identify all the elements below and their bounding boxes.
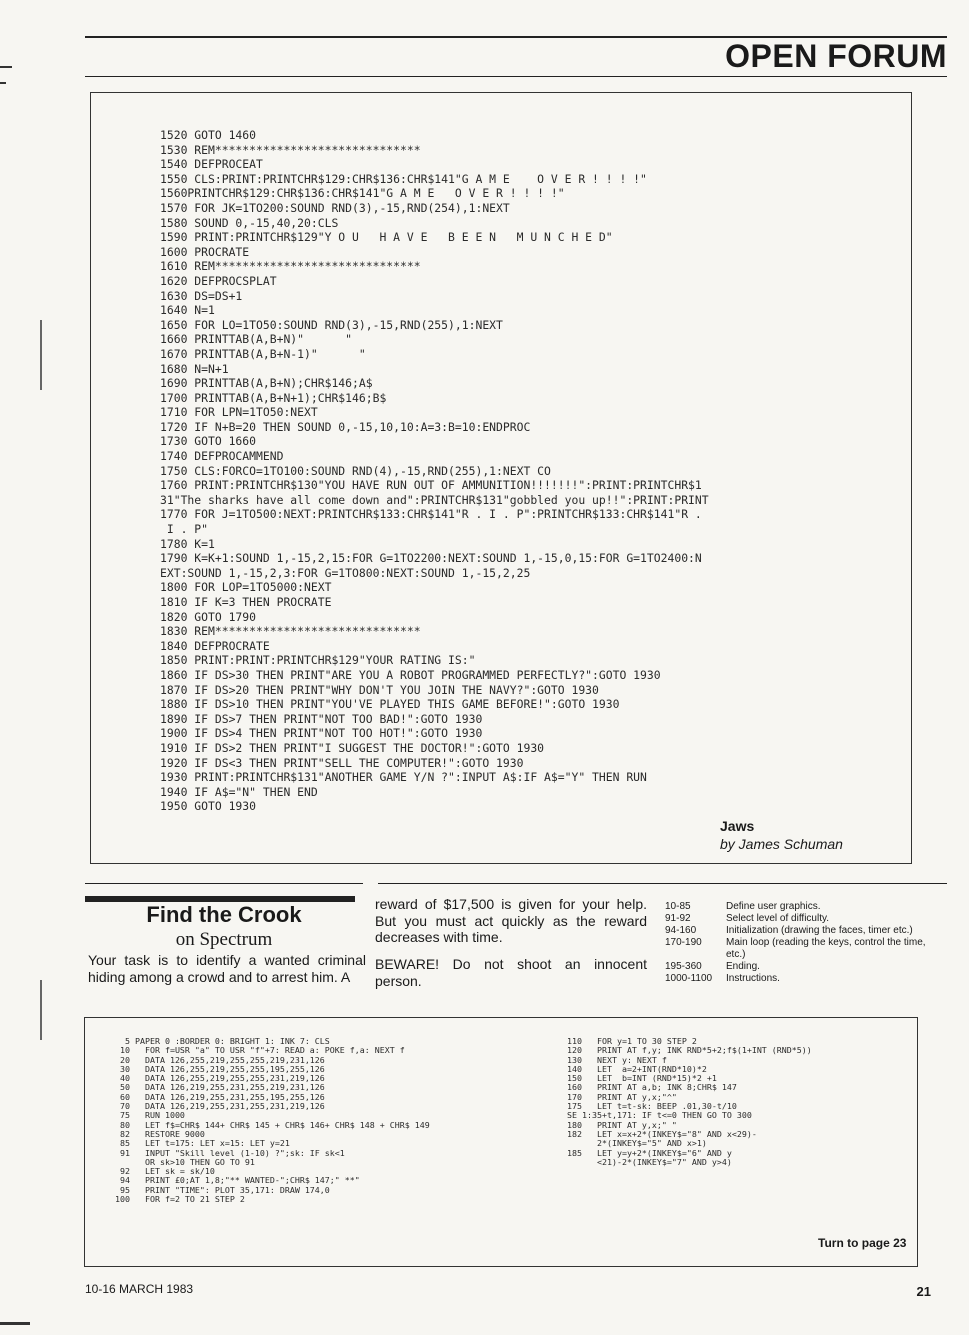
legend-description: Instructions. [726, 973, 780, 984]
code-line: 1560PRINTCHR$129:CHR$136:CHR$141"G A M E O V E R ! ! ! !" [160, 186, 565, 201]
code-line: 1870 IF DS>20 THEN PRINT"WHY DON'T YOU JOIN THE NAVY?":GOTO 1930 [160, 682, 599, 697]
code-line: 1910 IF DS>2 THEN PRINT"I SUGGEST THE DOCTOR!":GOTO 1930 [160, 740, 545, 755]
code-line: 75 RUN 1000 [115, 1110, 185, 1121]
code-line: 1570 FOR JK=1TO200:SOUND RND(3),-15,RND(254),1:NEXT [160, 200, 510, 215]
code-line: 82 RESTORE 9000 [115, 1128, 205, 1139]
legend-row [665, 925, 945, 937]
code-line: 1770 FOR J=1TO500:NEXT:PRINTCHR$133:CHR$141"R . I . P":PRINTCHR$133:CHR$141"R . [160, 507, 702, 522]
code-line: 1880 IF DS>10 THEN PRINT"YOU'VE PLAYED THIS GAME BEFORE!":GOTO 1930 [160, 697, 620, 712]
code-line: 1930 PRINT:PRINTCHR$131"ANOTHER GAME Y/N ?":INPUT A$:IF A$="Y" THEN RUN [160, 770, 647, 785]
scan-mark [40, 320, 42, 390]
code-line: 1940 IF A$="N" THEN END [160, 784, 318, 799]
code-line: OR sk>10 THEN GO TO 91 [115, 1156, 255, 1167]
code-line: 1780 K=1 [160, 536, 215, 551]
code-line: 110 FOR y=1 TO 30 STEP 2 [567, 1036, 697, 1046]
code-line: 1920 IF DS<3 THEN PRINT"SELL THE COMPUTER!":GOTO 1930 [160, 755, 524, 770]
code-line: 1630 DS=DS+1 [160, 288, 243, 303]
code-line: 1550 CLS:PRINT:PRINTCHR$129:CHR$136:CHR$141"G A M E O V E R ! ! ! !" [160, 171, 647, 186]
jaws-code-listing [160, 128, 900, 814]
code-line: 1660 PRINTTAB(A,B+N)" " [160, 332, 353, 347]
code-line: 1700 PRINTTAB(A,B+N+1);CHR$146;B$ [160, 390, 387, 405]
turn-to-page: Turn to page 23 [818, 1236, 907, 1250]
code-line: 1800 FOR LOP=1TO5000:NEXT [160, 580, 332, 595]
legend-line-range: 10-85 [665, 901, 691, 912]
code-line: 40 DATA 126,255,219,255,255,231,219,126 [115, 1073, 325, 1084]
legend-row [665, 901, 945, 913]
code-line: 1890 IF DS>7 THEN PRINT"NOT TOO BAD!":GOTO 1930 [160, 711, 483, 726]
legend-description: Initialization (drawing the faces, timer etc.) [726, 925, 913, 936]
code-line: 1680 N=N+1 [160, 361, 229, 376]
section-title: OPEN FORUM [725, 38, 947, 74]
legend-line-range: 94-160 [665, 925, 697, 936]
code-line: 70 DATA 126,219,255,231,255,231,219,126 [115, 1101, 325, 1112]
code-line: 1760 PRINT:PRINTCHR$130"YOU HAVE RUN OUT OF AMMUNITION!!!!!!!":PRINT:PRINTCHR$1 [160, 478, 702, 493]
code-line: 1610 REM****************************** [160, 259, 421, 274]
code-line: 1520 GOTO 1460 [160, 128, 257, 142]
issue-date: 10-16 MARCH 1983 [85, 1282, 194, 1296]
legend-line-range: 91-92 [665, 913, 691, 924]
code-line: 50 DATA 126,219,255,231,255,219,231,126 [115, 1082, 325, 1093]
legend-description: Ending. [726, 961, 760, 972]
section-divider-left [85, 883, 363, 884]
code-line: 20 DATA 126,255,219,255,255,219,231,126 [115, 1054, 325, 1065]
code-line: 1850 PRINT:PRINT:PRINTCHR$129"YOUR RATING IS:" [160, 653, 476, 668]
section-divider-right [378, 883, 947, 884]
crook-intro-part-1: Your task is to identify a wanted criminal hiding among a crowd and to arrest him. A [88, 952, 366, 985]
scan-mark [40, 980, 42, 1040]
code-line: 150 LET b=INT (RND*15)*2 +1 [567, 1073, 717, 1084]
code-line: 140 LET a=2+INT(RND*10)*2 [567, 1063, 707, 1074]
crook-listing-right [567, 1037, 912, 1167]
code-line: 1860 IF DS>30 THEN PRINT"ARE YOU A ROBOT PROGRAMMED PERFECTLY?":GOTO 1930 [160, 667, 661, 682]
jaws-author: by James Schuman [720, 836, 843, 852]
code-line: 85 LET t=175: LET x=15: LET y=21 [115, 1138, 290, 1149]
code-line: 1790 K=K+1:SOUND 1,-15,2,15:FOR G=1TO2200:NEXT:SOUND 1,-15,0,15:FOR G=1TO2400:N [160, 551, 702, 566]
legend-row [665, 973, 945, 985]
code-line: 182 LET x=x+2*(INKEY$="8" AND x<29)- [567, 1128, 757, 1139]
code-line: 1580 SOUND 0,-15,40,20:CLS [160, 215, 339, 230]
code-line: 170 PRINT AT y,x;"^" [567, 1091, 677, 1102]
crook-intro-part-3: BEWARE! Do not shoot an innocent person. [375, 956, 647, 989]
header-rule-bottom [85, 76, 947, 77]
code-line: SE 1:35+t,171: IF t<=0 THEN GO TO 300 [567, 1110, 752, 1121]
code-line: 1720 IF N+B=20 THEN SOUND 0,-15,10,10:A=3:B=10:ENDPROC [160, 419, 531, 434]
code-line: 1740 DEFPROCAMMEND [160, 449, 284, 464]
code-line: 1590 PRINT:PRINTCHR$129"Y O U H A V E B E E N M U N C H E D" [160, 230, 613, 245]
binding-mark [0, 66, 12, 68]
code-line: 31"The sharks have all come down and":PRINTCHR$131"gobbled you up!!":PRINT:PRINT [160, 492, 709, 507]
jaws-title: Jaws [720, 818, 755, 834]
binding-mark [0, 82, 6, 84]
code-line: 1810 IF K=3 THEN PROCRATE [160, 595, 332, 609]
code-line: 80 LET f$=CHR$ 144+ CHR$ 145 + CHR$ 146+ CHR$ 148 + CHR$ 149 [115, 1119, 430, 1130]
code-line: 1600 PROCRATE [160, 244, 250, 259]
code-line: 1710 FOR LPN=1TO50:NEXT [160, 405, 318, 420]
code-line: 1650 FOR LO=1TO50:SOUND RND(3),-15,RND(255),1:NEXT [160, 317, 503, 332]
crook-subtitle: on Spectrum [175, 929, 273, 950]
code-line: 1540 DEFPROCEAT [160, 157, 263, 172]
legend-line-range: 195-360 [665, 961, 702, 972]
code-line: EXT:SOUND 1,-15,2,3:FOR G=1TO800:NEXT:SOUND 1,-15,2,25 [160, 565, 531, 580]
code-line: 1730 GOTO 1660 [160, 434, 257, 449]
code-line: 91 INPUT "Skill level (1-10) ?";sk: IF sk<1 [115, 1147, 345, 1158]
legend-line-range: 1000-1100 [665, 973, 713, 984]
code-line: 1690 PRINTTAB(A,B+N);CHR$146;A$ [160, 376, 373, 391]
code-line: 5 PAPER 0 :BORDER 0: BRIGHT 1: INK 7: CLS [115, 1036, 330, 1046]
code-line: 1670 PRINTTAB(A,B+N-1)" " [160, 346, 366, 361]
legend-description: Define user graphics. [726, 901, 821, 912]
code-line: 30 DATA 126,255,219,255,255,195,255,126 [115, 1063, 325, 1074]
legend-line-range: 170-190 [665, 937, 702, 948]
code-line: <21)-2*(INKEY$="7" AND y>4) [567, 1156, 732, 1167]
code-line: 1820 GOTO 1790 [160, 609, 257, 624]
code-line: 1840 DEFPROCRATE [160, 638, 270, 653]
code-line: 120 PRINT AT f,y; INK RND*5+2;f$(1+INT (RND*5)) [567, 1045, 812, 1056]
code-line: 95 PRINT "TIME": PLOT 35,171: DRAW 174,0 [115, 1184, 330, 1195]
crook-program-structure [665, 901, 945, 985]
legend-row [665, 937, 945, 961]
legend-row [665, 961, 945, 973]
code-line: 10 FOR f=USR "a" TO USR "f"+7: READ a: POKE f,a: NEXT f [115, 1045, 405, 1056]
code-line: 2*(INKEY$="5" AND x>1) [567, 1138, 707, 1149]
code-line: I . P" [160, 522, 209, 537]
code-line: 92 LET sk = sk/10 [115, 1166, 215, 1177]
code-line: 175 LET t=t-sk: BEEP .01,30-t/10 [567, 1101, 737, 1112]
code-line: 185 LET y=y+2*(INKEY$="6" AND y [567, 1147, 732, 1158]
code-line: 94 PRINT £0;AT 1,8;"** WANTED-";CHR$ 147;" **" [115, 1175, 360, 1186]
crook-intro-part-2: reward of $17,500 is given for your help. But you must act quickly as the reward decreases with time. [375, 896, 647, 945]
code-line: 1830 REM****************************** [160, 624, 421, 639]
crook-listing-left [115, 1037, 555, 1204]
code-line: 100 FOR f=2 TO 21 STEP 2 [115, 1194, 245, 1205]
legend-description: Main loop (reading the keys, control the time, etc.) [726, 937, 926, 960]
binding-mark [0, 1322, 30, 1325]
page-number: 21 [916, 1284, 931, 1299]
legend-description: Select level of difficulty. [726, 913, 830, 924]
code-line: 1750 CLS:FORCO=1TO100:SOUND RND(4),-15,RND(255),1:NEXT CO [160, 463, 551, 478]
code-line: 1530 REM****************************** [160, 142, 421, 157]
code-line: 1950 GOTO 1930 [160, 799, 257, 814]
code-line: 180 PRINT AT y,x;" " [567, 1119, 677, 1130]
code-line: 160 PRINT AT a,b; INK 8;CHR$ 147 [567, 1082, 737, 1093]
code-line: 130 NEXT y: NEXT f [567, 1054, 667, 1065]
code-line: 1640 N=1 [160, 303, 215, 318]
legend-row [665, 913, 945, 925]
code-line: 1900 IF DS>4 THEN PRINT"NOT TOO HOT!":GOTO 1930 [160, 726, 483, 741]
crook-title: Find the Crook [146, 902, 302, 927]
code-line: 60 DATA 126,219,255,231,255,195,255,126 [115, 1091, 325, 1102]
code-line: 1620 DEFPROCSPLAT [160, 273, 277, 288]
